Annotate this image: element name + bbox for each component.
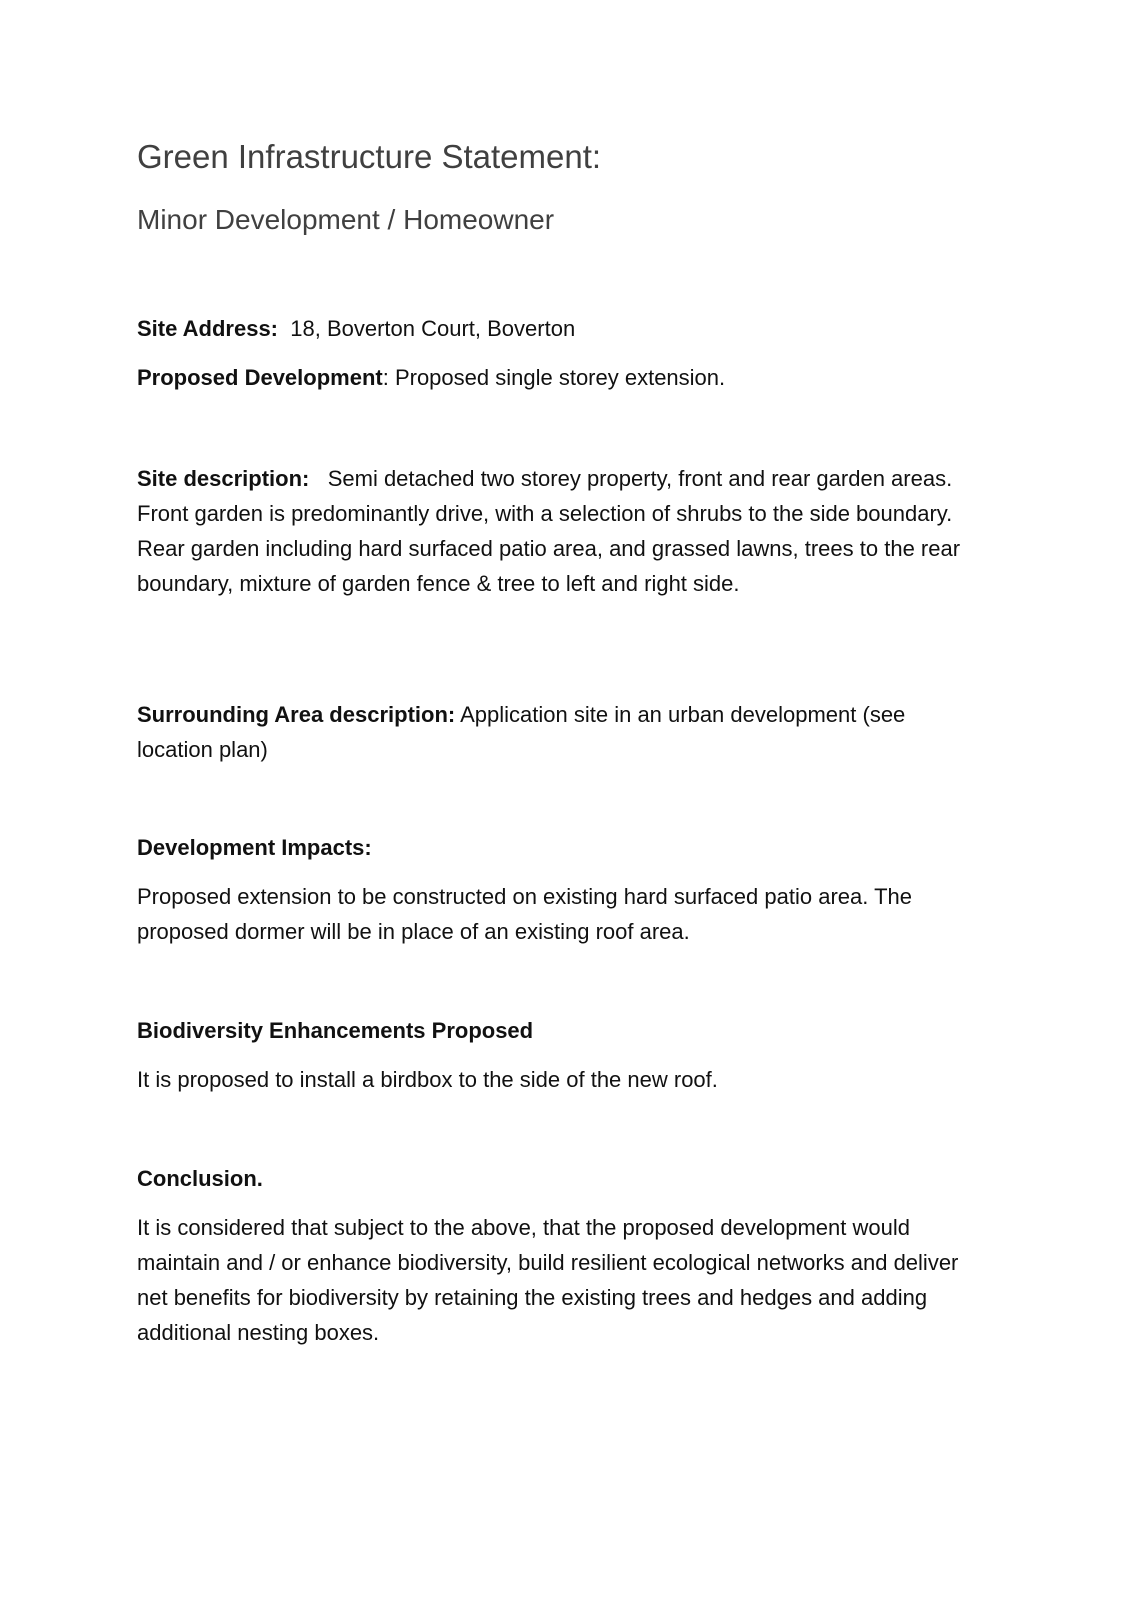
- site-description-label: Site description:: [137, 466, 310, 491]
- document-title: Green Infrastructure Statement:: [137, 138, 602, 175]
- surrounding-area-label: Surrounding Area description:: [137, 702, 456, 727]
- site-address-field: [137, 311, 977, 346]
- proposed-development-value: : Proposed single storey extension.: [382, 365, 726, 390]
- development-impacts-heading: Development Impacts:: [137, 835, 372, 860]
- document-subtitle: Minor Development / Homeowner: [137, 204, 555, 235]
- site-description-value: Semi detached two storey property, front and rear garden areas. Front garden is predominantly drive, with a selection of shrubs to the side boundary. Rear garden including hard surfaced patio area, and grassed lawns, trees to the rear boundary, mixture of garden fence & tree to left and right side.: [137, 466, 961, 596]
- surrounding-area-field: [137, 697, 977, 767]
- conclusion-heading: Conclusion.: [137, 1166, 263, 1191]
- proposed-development-label: Proposed Development: [137, 365, 383, 390]
- site-address-value: 18, Boverton Court, Boverton: [290, 316, 576, 341]
- conclusion-text: It is considered that subject to the above, that the proposed development would maintain and / or enhance biodiversity, build resilient ecological networks and deliver net benefits for biodiversity by retaining the existing trees and hedges and adding additional nesting boxes.: [137, 1215, 959, 1345]
- biodiversity-text: It is proposed to install a birdbox to the side of the new roof.: [137, 1067, 718, 1092]
- proposed-development-field: [137, 360, 977, 395]
- development-impacts-text: Proposed extension to be constructed on existing hard surfaced patio area. The proposed dormer will be in place of an existing roof area.: [137, 884, 912, 944]
- surrounding-area-value: Application site in an urban development (see location plan): [137, 702, 906, 762]
- biodiversity-heading: Biodiversity Enhancements Proposed: [137, 1018, 534, 1043]
- site-address-label: Site Address:: [137, 316, 279, 341]
- site-description-field: [137, 461, 977, 601]
